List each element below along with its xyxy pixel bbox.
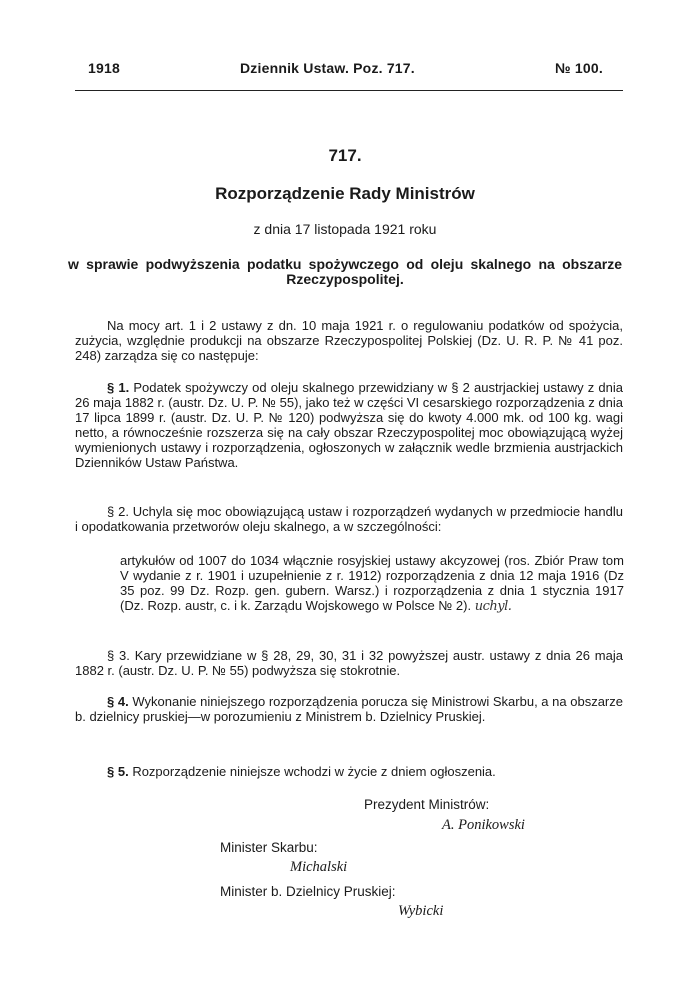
section-3-text: Kary przewidziane w § 28, 29, 30, 31 i 32 powyższej austr. ustawy z dnia 26 maja 1882 r. (austr. Dz. U. P. № 55) podwyższa się stokrotnie. (75, 648, 623, 678)
section-2-text: Uchyla się moc obowiązującą ustaw i rozporządzeń wydanych w przedmiocie handlu i opodatkowania przetworów oleju skalnego, a w szczególności: (75, 504, 623, 534)
act-number: 717. (328, 146, 362, 165)
section-5-text: Rozporządzenie niniejsze wchodzi w życie z dniem ogłoszenia. (132, 764, 496, 779)
section-1-label: § 1. (107, 380, 130, 395)
prussian-minister-title: Minister b. Dzielnicy Pruskiej: (220, 884, 396, 899)
section-4-text: Wykonanie niniejszego rozporządzenia porucza się Ministrowi Skarbu, a na obszarze b. dzielnicy pruskiej—w porozumieniu z Ministrem b. Dzielnicy Pruskiej. (75, 694, 623, 724)
section-2-label: § 2. (107, 504, 129, 519)
header-rule (75, 90, 623, 91)
act-date: z dnia 17 listopada 1921 roku (253, 221, 437, 237)
section-3-label: § 3. (107, 648, 130, 663)
header-issue: № 100. (555, 60, 603, 76)
handwritten-annotation: uchyl. (474, 599, 512, 614)
prussian-minister-name: Wybicki (398, 903, 444, 919)
section-3 (75, 648, 623, 678)
section-1-text: Podatek spożywczy od oleju skalnego przewidziany w § 2 austrjackiej ustawy z dnia 26 maja 1882 r. (austr. Dz. U. P. № 55), jako też w części VI cesarskiego rozporządzenia z dnia 17 lipca 1899 r. (austr. Dz. U. P. № 120) podwyższa się do kwoty 4.000 mk. od 100 kg. wagi netto, a równocześnie rozszerza się na cały obszar Rzeczypospolitej moc obowiązującą wyżej wymienionych ustawy i rozporządzenia, ogłoszonych w załącznik wedle brzmienia austrjackich Dzienników Ustaw Państwa. (75, 380, 623, 470)
president-title: Prezydent Ministrów: (364, 797, 490, 812)
president-name: A. Ponikowski (442, 817, 525, 833)
act-subject: w sprawie podwyższenia podatku spożywczego od oleju skalnego na obszarze Rzeczypospolitej. (68, 256, 622, 287)
header-year: 1918 (88, 60, 120, 76)
act-title: Rozporządzenie Rady Ministrów (215, 184, 475, 203)
section-2 (75, 504, 623, 534)
section-2-list-text: artykułów od 1007 do 1034 włącznie rosyjskiej ustawy akcyzowej (ros. Zbiór Praw tom V wydanie z r. 1901 i uzupełnienie z r. 1912) rozporządzenia z dnia 12 maja 1916 (Dz 35 poz. 99 Dz. Rozp. gen. gubern. Warsz.) i rozporządzenia z dnia 1 stycznia 1917 (Dz. Rozp. austr, c. i k. Zarządu Wojskowego w Polsce № 2). (120, 553, 624, 613)
header-title: Dziennik Ustaw. Poz. 717. (240, 60, 415, 76)
treasury-minister-title: Minister Skarbu: (220, 840, 318, 855)
section-5-label: § 5. (107, 764, 129, 779)
section-5 (75, 764, 623, 779)
section-1 (75, 380, 623, 470)
preamble: Na mocy art. 1 i 2 ustawy z dn. 10 maja 1921 r. o regulowaniu podatków od spożycia, zużycia, względnie produkcji na obszarze Rzeczypospolitej Polskiej (Dz. U. R. P. № 41 poz. 248) zarządza się co następuje: (75, 318, 623, 363)
section-2-list (120, 553, 624, 614)
section-4-label: § 4. (107, 694, 129, 709)
section-4 (75, 694, 623, 724)
treasury-minister-name: Michalski (290, 859, 348, 875)
